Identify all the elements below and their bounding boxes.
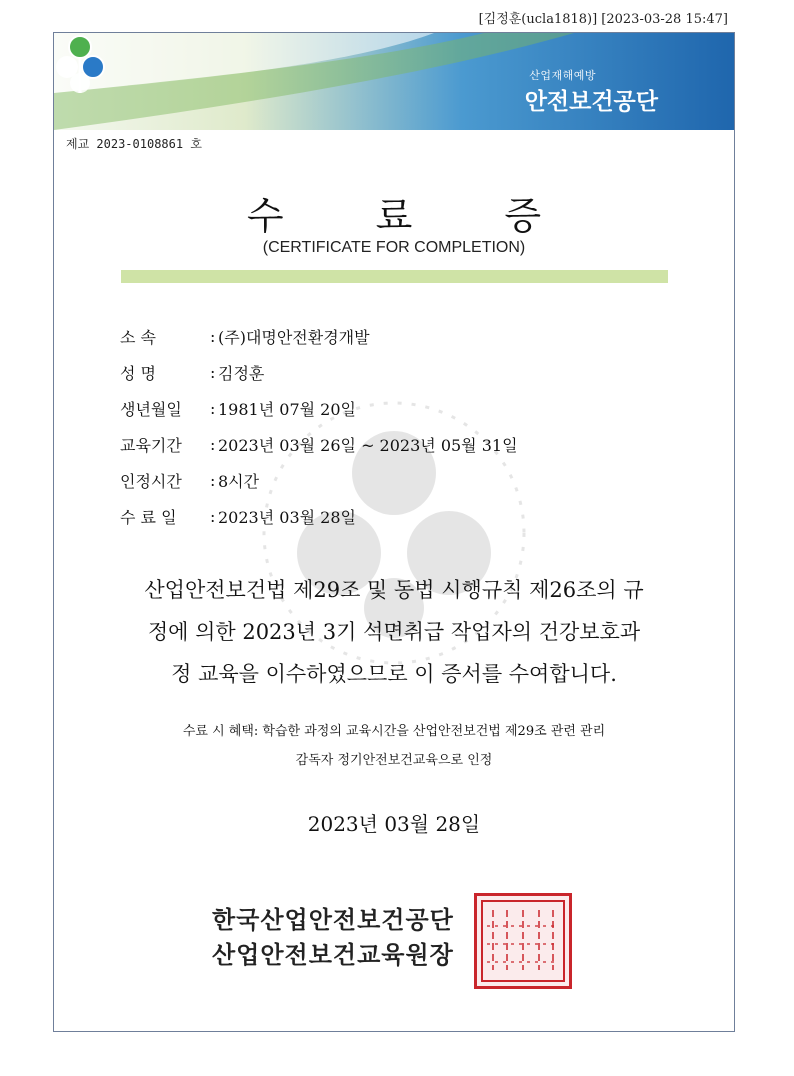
benefit-line: 수료 시 혜택: 학습한 과정의 교육시간을 산업안전보건법 제29조 관련 관리 — [182, 724, 606, 739]
field-affiliation: 소 속 : (주)대명안전환경개발 — [120, 326, 370, 347]
statement-line: 정에 의한 2023년 3기 석면취급 작업자의 건강보호과 — [147, 620, 641, 644]
certificate-number: 제교 2023-0108861 호 — [66, 137, 202, 151]
field-label: 인정시간 — [120, 471, 182, 491]
kosha-clover-logo-icon — [54, 33, 106, 95]
field-value: 8시간 — [218, 471, 260, 491]
completion-statement — [66, 569, 722, 695]
logo-name: 안전보건공단 — [524, 89, 658, 115]
certificate-frame — [53, 32, 735, 1032]
certificate-title: 수 료 증 — [246, 194, 582, 238]
field-label: 생년월일 — [120, 399, 182, 419]
header-banner — [54, 33, 734, 130]
official-seal-stamp — [474, 893, 572, 989]
seal-pattern-graphic — [477, 896, 569, 986]
title-underline-bar — [121, 270, 668, 283]
logo-subtitle: 산업재해예방 — [529, 69, 596, 82]
field-label: 성 명 — [120, 363, 156, 383]
field-value: 2023년 03월 26일 ~ 2023년 05월 31일 — [218, 435, 518, 455]
field-value: (주)대명안전환경개발 — [218, 327, 370, 347]
certificate-title-english: (CERTIFICATE FOR COMPLETION) — [262, 239, 526, 256]
print-header-meta: [김정훈(ucla1818)] [2023-03-28 15:47] — [478, 12, 728, 27]
field-birthdate: 생년월일 : 1981년 07월 20일 — [120, 398, 356, 419]
issue-date: 2023년 03월 28일 — [307, 812, 481, 836]
benefit-line: 감독자 정기안전보건교육으로 인정 — [295, 753, 493, 768]
field-completion-date: 수 료 일 : 2023년 03월 28일 — [120, 506, 356, 527]
certificate-fields — [120, 318, 518, 534]
statement-line: 정 교육을 이수하였으므로 이 증서를 수여합니다. — [171, 662, 617, 686]
statement-line: 산업안전보건법 제29조 및 동법 시행규칙 제26조의 규 — [144, 578, 644, 602]
completion-benefit-note — [66, 717, 722, 775]
field-label: 교육기간 — [120, 435, 182, 455]
field-value: 2023년 03월 28일 — [218, 507, 356, 527]
field-training-period: 교육기간 : 2023년 03월 26일 ~ 2023년 05월 31일 — [120, 434, 518, 455]
field-label: 수 료 일 — [120, 507, 177, 527]
issuer-line: 산업안전보건교육원장 — [212, 941, 454, 969]
field-certified-hours: 인정시간 : 8시간 — [120, 470, 260, 491]
field-value: 1981년 07월 20일 — [218, 399, 356, 419]
field-label: 소 속 — [120, 327, 156, 347]
field-value: 김정훈 — [218, 363, 265, 383]
issuer-name — [212, 903, 454, 973]
field-name: 성 명 : 김정훈 — [120, 362, 265, 383]
issuer-line: 한국산업안전보건공단 — [212, 906, 454, 934]
